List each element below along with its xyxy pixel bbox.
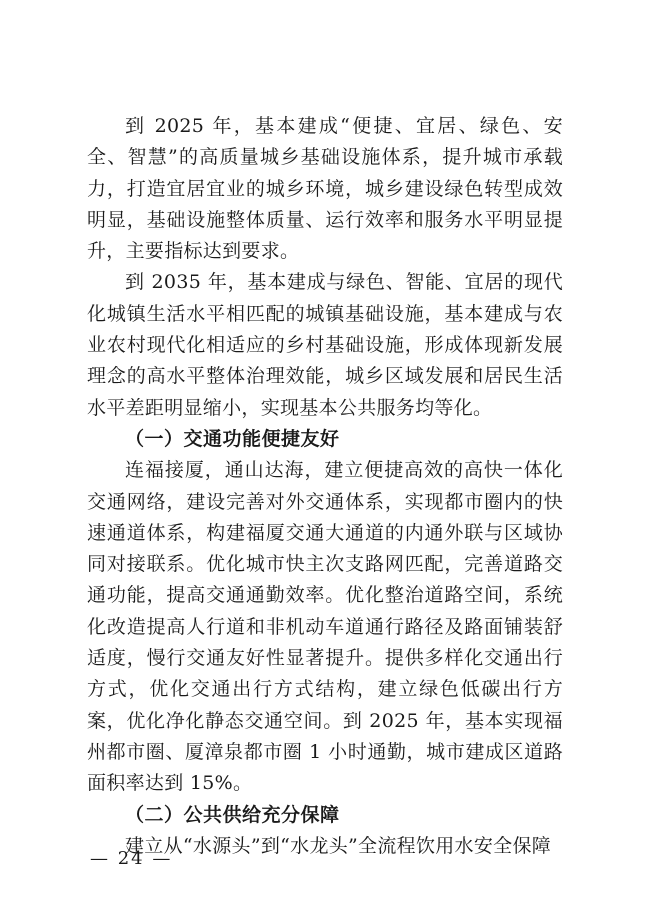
section-heading-transport: （一）交通功能便捷友好 [125, 427, 340, 450]
paragraph-2025-goals: 到 2025 年，基本建成“便捷、宜居、绿色、安全、智慧”的高质量城乡基础设施体系，提升城市承载力，打造宜居宜业的城乡环境，城乡建设绿色转型成效明显，基础设施整体质量、运行效率和服务水平明显提升，主要指标达到要求。 [87, 115, 563, 263]
paragraph-2035-goals: 到 2035 年，基本建成与绿色、智能、宜居的现代化城镇生活水平相匹配的城镇基础设施，基本建成与农业农村现代化相适应的乡村基础设施，形成体现新发展理念的高水平整体治理效能，城乡区域发展和居民生活水平差距明显缩小，实现基本公共服务均等化。 [87, 271, 563, 419]
section-heading-public-supply: （二）公共供给充分保障 [125, 803, 340, 826]
page-body [87, 111, 563, 862]
paragraph-transport: 连福接厦，通山达海，建立便捷高效的高快一体化交通网络，建设完善对外交通体系，实现都市圈内的快速通道体系，构建福厦交通大通道的内通外联与区域协同对接联系。优化城市快主次支路网匹配，完善道路交通功能，提高交通通勤效率。优化整治道路空间，系统化改造提高人行道和非机动车道通行路径及路面铺装舒适度，慢行交通友好性显著提升。提供多样化交通出行方式，优化交通出行方式结构，建立绿色低碳出行方案，优化净化静态交通空间。到 2025 年，基本实现福州都市圈、厦漳泉都市圈 1 小时通勤，城市建成区道路面积率达到 15%。 [87, 459, 563, 795]
page-number: — 24 — [90, 848, 173, 869]
paragraph-water-supply: 建立从“水源头”到“水龙头”全流程饮用水安全保障 [125, 834, 552, 857]
